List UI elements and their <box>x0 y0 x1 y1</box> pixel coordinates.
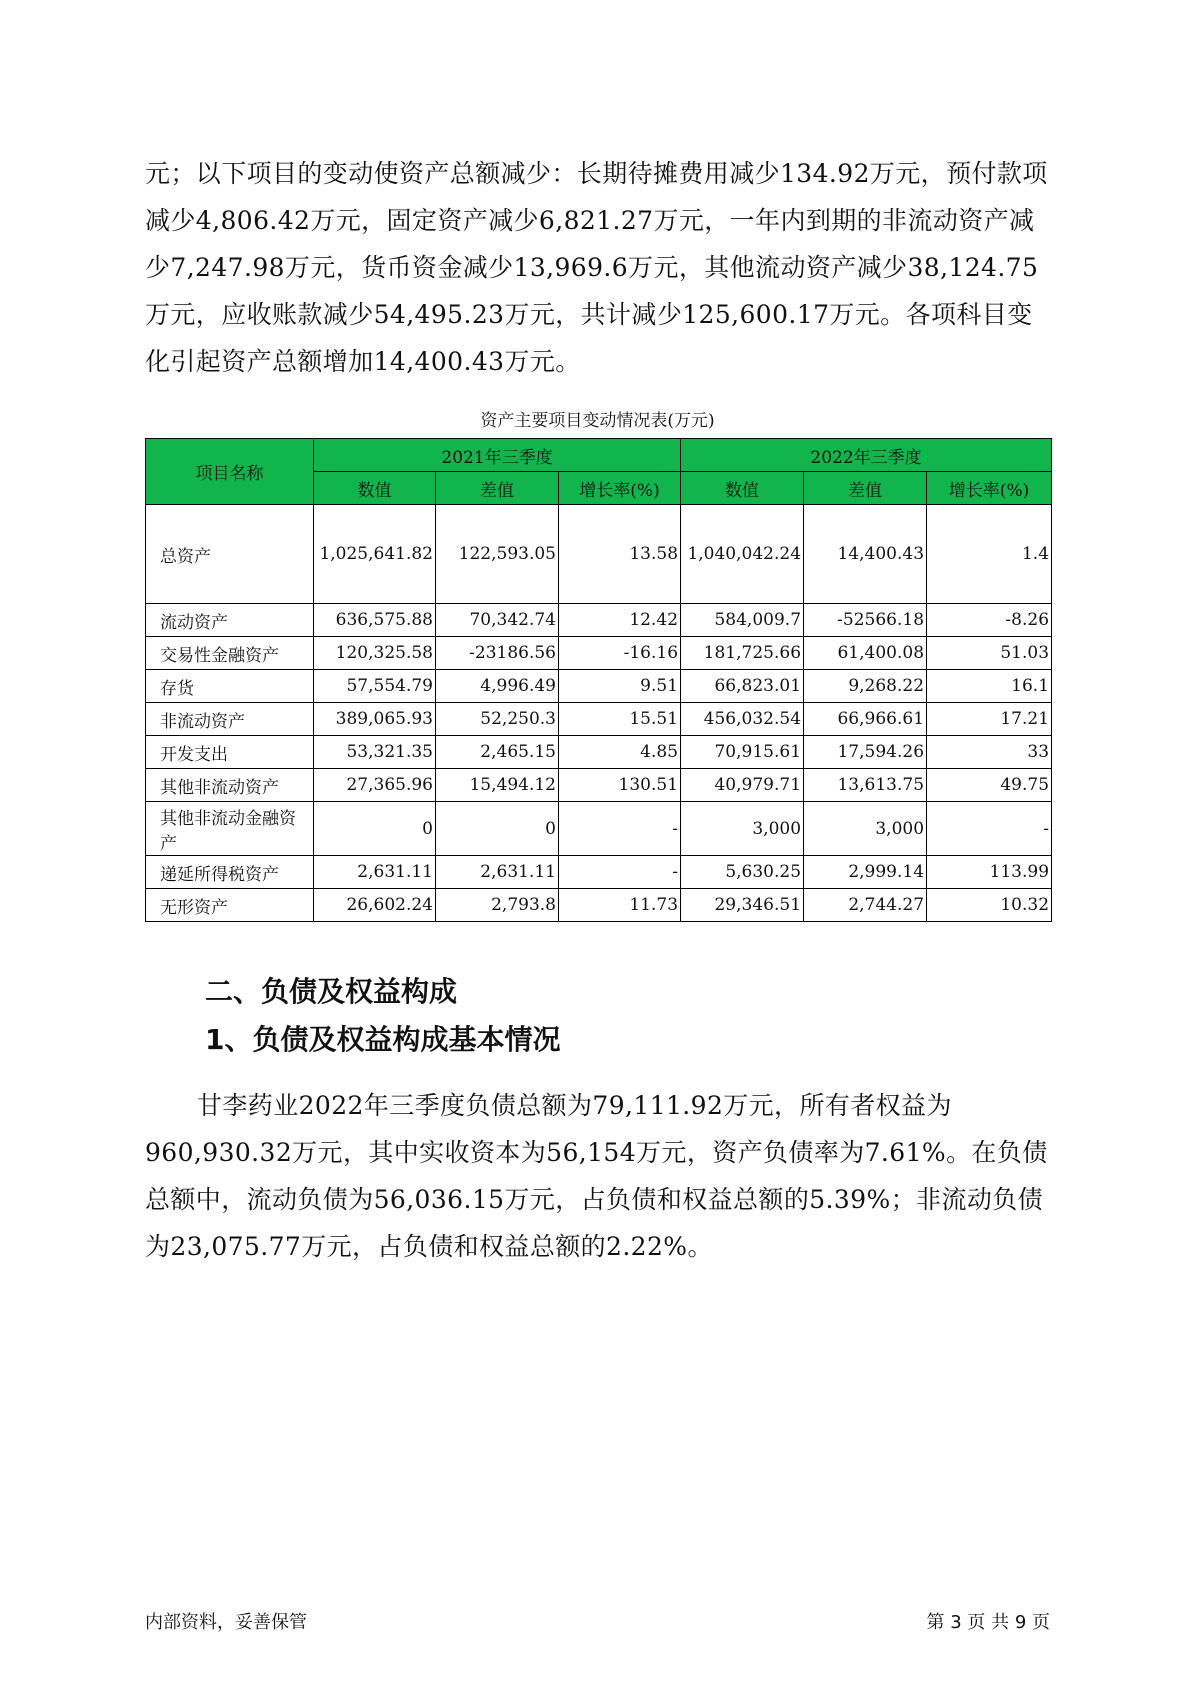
header-growth-2022: 增长率(%) <box>927 472 1052 505</box>
body-paragraph <box>145 1082 1050 1270</box>
intro-paragraph <box>145 150 1050 385</box>
cell-growth-2022: - <box>927 802 1052 856</box>
cell-growth-2021: 130.51 <box>559 769 681 802</box>
cell-value-2021: 26,602.24 <box>314 889 436 922</box>
cell-value-2021: 2,631.11 <box>314 856 436 889</box>
cell-value-2022: 29,346.51 <box>681 889 804 922</box>
cell-growth-2022: 1.4 <box>927 505 1052 604</box>
row-name: 总资产 <box>146 505 314 604</box>
cell-growth-2022: 10.32 <box>927 889 1052 922</box>
table-header-row <box>146 439 1052 472</box>
cell-diff-2021: 0 <box>436 802 559 856</box>
row-name: 流动资产 <box>146 604 314 637</box>
cell-growth-2021: 12.42 <box>559 604 681 637</box>
table-row <box>146 802 1052 856</box>
cell-diff-2022: 2,999.14 <box>804 856 927 889</box>
cell-value-2021: 0 <box>314 802 436 856</box>
cell-diff-2022: -52566.18 <box>804 604 927 637</box>
cell-value-2021: 53,321.35 <box>314 736 436 769</box>
row-name: 其他非流动资产 <box>146 769 314 802</box>
cell-diff-2021: 2,793.8 <box>436 889 559 922</box>
table-caption: 资产主要项目变动情况表(万元) <box>480 411 715 431</box>
cell-diff-2022: 13,613.75 <box>804 769 927 802</box>
table-row <box>146 505 1052 604</box>
table-row <box>146 637 1052 670</box>
cell-value-2022: 40,979.71 <box>681 769 804 802</box>
table-row <box>146 889 1052 922</box>
cell-value-2021: 1,025,641.82 <box>314 505 436 604</box>
header-period-2022: 2022年三季度 <box>681 439 1052 472</box>
header-diff-2022: 差值 <box>804 472 927 505</box>
table-row <box>146 769 1052 802</box>
cell-growth-2022: 17.21 <box>927 703 1052 736</box>
cell-growth-2021: 9.51 <box>559 670 681 703</box>
table-row <box>146 604 1052 637</box>
table-row <box>146 736 1052 769</box>
cell-growth-2021: - <box>559 802 681 856</box>
header-value-2021: 数值 <box>314 472 436 505</box>
intro-paragraph-text: 元；以下项目的变动使资产总额减少：长期待摊费用减少134.92万元，预付款项减少4,806.42万元，固定资产减少6,821.27万元，一年内到期的非流动资产减少7,247.98万元，货币资金减少13,969.6万元，其他流动资产减少38,124.75万元，应收账款减少54,495.23万元，共计减少125,600.17万元。各项科目变化引起资产总额增加14,400.43万元。 <box>145 159 1048 376</box>
cell-growth-2021: 13.58 <box>559 505 681 604</box>
cell-value-2022: 70,915.61 <box>681 736 804 769</box>
cell-diff-2022: 66,966.61 <box>804 703 927 736</box>
cell-value-2021: 57,554.79 <box>314 670 436 703</box>
cell-diff-2021: 15,494.12 <box>436 769 559 802</box>
cell-diff-2022: 61,400.08 <box>804 637 927 670</box>
table-row <box>146 670 1052 703</box>
cell-growth-2021: 4.85 <box>559 736 681 769</box>
header-diff-2021: 差值 <box>436 472 559 505</box>
cell-diff-2022: 3,000 <box>804 802 927 856</box>
cell-diff-2022: 17,594.26 <box>804 736 927 769</box>
row-name: 其他非流动金融资产 <box>146 802 314 856</box>
subsection-heading: 1、负债及权益构成基本情况 <box>205 1023 561 1056</box>
cell-value-2022: 66,823.01 <box>681 670 804 703</box>
cell-growth-2021: 11.73 <box>559 889 681 922</box>
row-name: 递延所得税资产 <box>146 856 314 889</box>
footer-confidential-note: 内部资料，妥善保管 <box>145 1612 307 1633</box>
cell-value-2021: 27,365.96 <box>314 769 436 802</box>
cell-diff-2022: 14,400.43 <box>804 505 927 604</box>
header-period-2021: 2021年三季度 <box>314 439 681 472</box>
cell-growth-2022: -8.26 <box>927 604 1052 637</box>
cell-diff-2021: 70,342.74 <box>436 604 559 637</box>
asset-change-table <box>145 438 1052 922</box>
cell-value-2022: 1,040,042.24 <box>681 505 804 604</box>
cell-value-2022: 584,009.7 <box>681 604 804 637</box>
body-paragraph-text: 甘李药业2022年三季度负债总额为79,111.92万元，所有者权益为960,930.32万元，其中实收资本为56,154万元，资产负债率为7.61%。在负债总额中，流动负债为56,036.15万元，占负债和权益总额的5.39%；非流动负债为23,075.77万元，占负债和权益总额的2.22%。 <box>145 1091 1048 1261</box>
cell-value-2021: 120,325.58 <box>314 637 436 670</box>
footer-page-number: 第 3 页 共 9 页 <box>926 1612 1050 1633</box>
cell-diff-2021: 52,250.3 <box>436 703 559 736</box>
cell-value-2022: 181,725.66 <box>681 637 804 670</box>
row-name: 开发支出 <box>146 736 314 769</box>
header-item-name: 项目名称 <box>146 439 314 505</box>
cell-growth-2021: 15.51 <box>559 703 681 736</box>
table-row <box>146 703 1052 736</box>
cell-diff-2021: 2,631.11 <box>436 856 559 889</box>
cell-value-2022: 5,630.25 <box>681 856 804 889</box>
cell-growth-2022: 16.1 <box>927 670 1052 703</box>
cell-value-2021: 636,575.88 <box>314 604 436 637</box>
cell-value-2022: 456,032.54 <box>681 703 804 736</box>
cell-diff-2021: 4,996.49 <box>436 670 559 703</box>
cell-growth-2022: 49.75 <box>927 769 1052 802</box>
cell-growth-2022: 113.99 <box>927 856 1052 889</box>
cell-growth-2022: 33 <box>927 736 1052 769</box>
cell-diff-2022: 9,268.22 <box>804 670 927 703</box>
cell-value-2021: 389,065.93 <box>314 703 436 736</box>
cell-growth-2021: - <box>559 856 681 889</box>
cell-diff-2022: 2,744.27 <box>804 889 927 922</box>
cell-diff-2021: -23186.56 <box>436 637 559 670</box>
cell-growth-2021: -16.16 <box>559 637 681 670</box>
cell-value-2022: 3,000 <box>681 802 804 856</box>
row-name: 无形资产 <box>146 889 314 922</box>
table-row <box>146 856 1052 889</box>
section-heading: 二、负债及权益构成 <box>205 975 458 1008</box>
row-name: 存货 <box>146 670 314 703</box>
cell-growth-2022: 51.03 <box>927 637 1052 670</box>
cell-diff-2021: 2,465.15 <box>436 736 559 769</box>
cell-diff-2021: 122,593.05 <box>436 505 559 604</box>
row-name: 非流动资产 <box>146 703 314 736</box>
header-growth-2021: 增长率(%) <box>559 472 681 505</box>
header-value-2022: 数值 <box>681 472 804 505</box>
row-name: 交易性金融资产 <box>146 637 314 670</box>
